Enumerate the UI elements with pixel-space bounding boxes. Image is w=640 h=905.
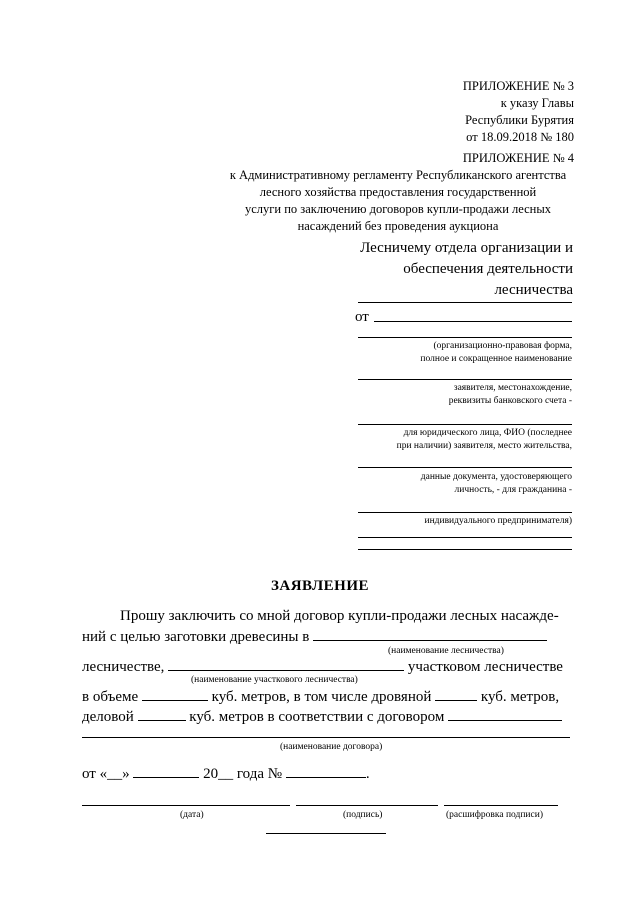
appendix4-block	[174, 150, 574, 167]
body-line-3-text-a: лесничестве,	[82, 659, 165, 675]
body-line-5	[82, 706, 570, 727]
hint-org-form: (организационно-правовая форма,	[433, 341, 572, 351]
signature-sign-line[interactable]	[296, 805, 438, 806]
hint-citizen: личность, - для гражданина -	[454, 485, 572, 495]
applicant-blank-line-4[interactable]	[358, 467, 572, 468]
hint-document-block	[342, 471, 572, 497]
hint-district: (наименование участкового лесничества)	[191, 675, 358, 685]
from-label: от	[355, 309, 369, 325]
addressee-line3: лесничества	[494, 282, 573, 298]
hint-document: данные документа, удостоверяющего	[420, 472, 572, 482]
applicant-blank-line-1[interactable]	[358, 337, 572, 338]
hint-location-block	[342, 382, 572, 408]
appendix3-title: ПРИЛОЖЕНИЕ № 3	[462, 79, 574, 93]
body-line-2-text: ний с целью заготовки древесины в	[82, 629, 310, 645]
district-name-field[interactable]	[168, 656, 404, 671]
applicant-blank-line-7[interactable]	[358, 549, 572, 550]
date-line	[82, 763, 570, 784]
forestry-name-field[interactable]	[313, 626, 547, 641]
applicant-blank-line-2[interactable]	[358, 379, 572, 380]
contract-field-2[interactable]	[82, 737, 570, 738]
volume-firewood-field[interactable]	[435, 686, 477, 701]
appendix4-line1: к Административному регламенту Республиканского агентства	[229, 168, 567, 182]
hint-forestry: (наименование лесничества)	[388, 646, 504, 656]
hint-location: заявителя, местонахождение,	[453, 383, 572, 393]
hint-entrepreneur: индивидуального предпринимателя)	[424, 516, 572, 526]
hint-legal-block	[342, 427, 572, 453]
from-blank-line[interactable]	[374, 321, 572, 322]
hint-contract: (наименование договора)	[280, 742, 383, 752]
appendix4-line4: насаждений без проведения аукциона	[297, 219, 499, 233]
appendix3-block	[274, 78, 574, 146]
signature-date-line[interactable]	[82, 805, 290, 806]
appendix4-line2: лесного хозяйства предоставления государственной	[259, 185, 537, 199]
appendix4-title: ПРИЛОЖЕНИЕ № 4	[462, 151, 574, 165]
appendix4-line3: услуги по заключению договоров купли-продажи лесных	[245, 202, 551, 216]
signature-sign-label: (подпись)	[343, 810, 383, 820]
signature-date-label: (дата)	[180, 810, 204, 820]
addressee-block	[273, 238, 573, 301]
body-line-4-text-b: куб. метров, в том числе дровяной	[211, 689, 432, 705]
body-line-1: Прошу заключить со мной договор купли-продажи лесных насажде-	[120, 608, 559, 624]
hint-org-name: полное и сокращенное наименование	[420, 354, 572, 364]
volume-total-field[interactable]	[142, 686, 208, 701]
body-line-5-text-b: куб. метров в соответствии с договором	[189, 709, 445, 725]
applicant-blank-line-6[interactable]	[358, 537, 572, 538]
hint-legal: для юридического лица, ФИО (последнее	[403, 428, 572, 438]
hint-org-block	[342, 340, 572, 366]
number-field[interactable]	[286, 763, 366, 778]
footer-separator	[266, 833, 386, 834]
body-line-4-text-a: в объеме	[82, 689, 139, 705]
body-line-5-text-a: деловой	[82, 709, 134, 725]
date-period: .	[365, 766, 370, 782]
body-line-4-text-c: куб. метров,	[480, 689, 560, 705]
signature-decode-label: (расшифровка подписи)	[446, 810, 543, 820]
document-title: ЗАЯВЛЕНИЕ	[270, 578, 370, 594]
hint-bank: реквизиты банковского счета -	[448, 396, 572, 406]
date-month-field[interactable]	[133, 763, 199, 778]
hint-residence: при наличии) заявителя, место жительства,	[396, 441, 572, 451]
signature-decode-line[interactable]	[444, 805, 558, 806]
appendix3-republic: Республики Бурятия	[465, 113, 574, 127]
addressee-blank-line[interactable]	[358, 302, 572, 303]
date-year-label: 20__ года №	[203, 766, 283, 782]
body-line-2	[82, 626, 570, 647]
contract-field-1[interactable]	[448, 706, 562, 721]
applicant-blank-line-3[interactable]	[358, 424, 572, 425]
appendix3-date: от 18.09.2018 № 180	[466, 130, 574, 144]
applicant-blank-line-5[interactable]	[358, 512, 572, 513]
date-day: от «__»	[82, 766, 130, 782]
addressee-line2: обеспечения деятельности	[403, 261, 573, 277]
body-line-3-text-b: участковом лесничестве	[407, 659, 563, 675]
addressee-line1: Лесничему отдела организации и	[360, 240, 573, 256]
body-line-4	[82, 686, 570, 707]
volume-business-field[interactable]	[138, 706, 186, 721]
appendix4-text	[215, 167, 581, 235]
document-title-wrap	[0, 578, 640, 595]
appendix3-decree: к указу Главы	[500, 96, 574, 110]
